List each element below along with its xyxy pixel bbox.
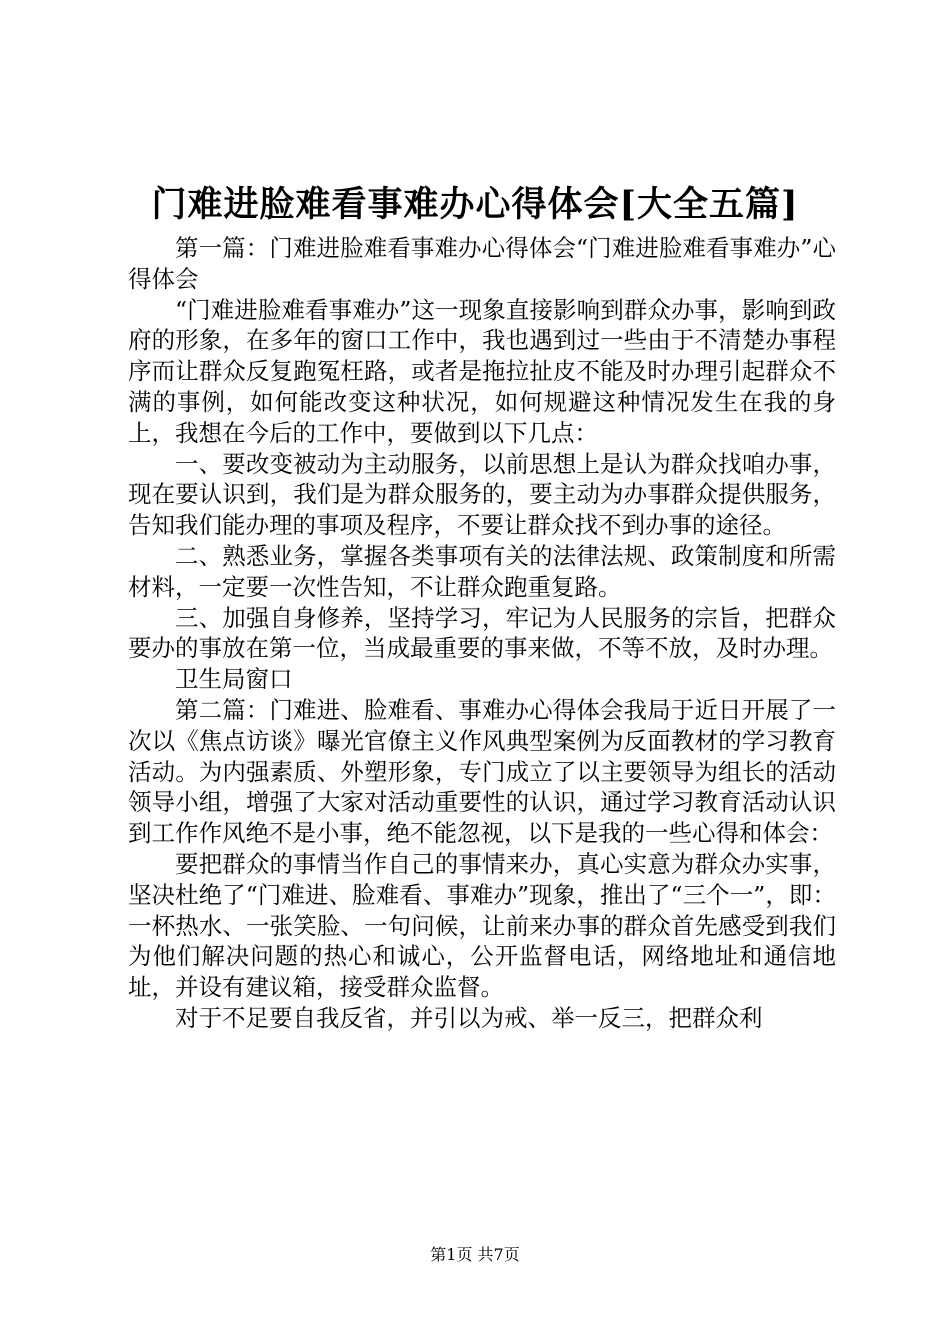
page-footer: 第1页 共7页 <box>430 1245 520 1264</box>
paragraph: 二、熟悉业务，掌握各类事项有关的法律法规、政策制度和所需材料，一定要一次性告知，不让群众跑重复路。 <box>128 541 836 601</box>
document-body <box>128 233 836 1034</box>
paragraph: 三、加强自身修养，坚持学习，牢记为人民服务的宗旨，把群众要办的事放在第一位，当成最重要的事来做，不等不放，及时办理。 <box>128 603 836 663</box>
paragraph: “门难进脸难看事难办”这一现象直接影响到群众办事，影响到政府的形象，在多年的窗口工作中，我也遇到过一些由于不清楚办事程序而让群众反复跑冤枉路，或者是拖拉扯皮不能及时办理引起群众不满的事例，如何能改变这种状况，如何规避这种情况发生在我的身上，我想在今后的工作中，要做到以下几点： <box>128 295 836 447</box>
paragraph: 一、要改变被动为主动服务，以前思想上是认为群众找咱办事，现在要认识到，我们是为群众服务的，要主动为办事群众提供服务，告知我们能办理的事项及程序，不要让群众找不到办事的途径。 <box>128 449 836 540</box>
paragraph: 第二篇：门难进、脸难看、事难办心得体会我局于近日开展了一次以《焦点访谈》曝光官僚主义作风典型案例为反面教材的学习教育活动。为内强素质、外塑形象，专门成立了以主要领导为组长的活动领导小组，增强了大家对活动重要性的认识，通过学习教育活动认识到工作作风绝不是小事，绝不能忽视，以下是我的一些心得和体会： <box>128 695 836 848</box>
paragraph: 第一篇：门难进脸难看事难办心得体会“门难进脸难看事难办”心得体会 <box>128 234 836 293</box>
paragraph: 要把群众的事情当作自己的事情来办，真心实意为群众办实事，坚决杜绝了“门难进、脸难看、事难办”现象，推出了“三个一”，即：一杯热水、一张笑脸、一句问候，让前来办事的群众首先感受到我们为他们解决问题的热心和诚心，公开监督电话，网络地址和通信地址，并设有建议箱，接受群众监督。 <box>128 849 836 1002</box>
document-title: 门难进脸难看事难办心得体会[大全五篇] <box>151 184 799 225</box>
paragraph: 对于不足要自我反省，并引以为戒、举一反三，把群众利 <box>175 1003 763 1032</box>
paragraph-signature: 卫生局窗口 <box>175 665 293 694</box>
